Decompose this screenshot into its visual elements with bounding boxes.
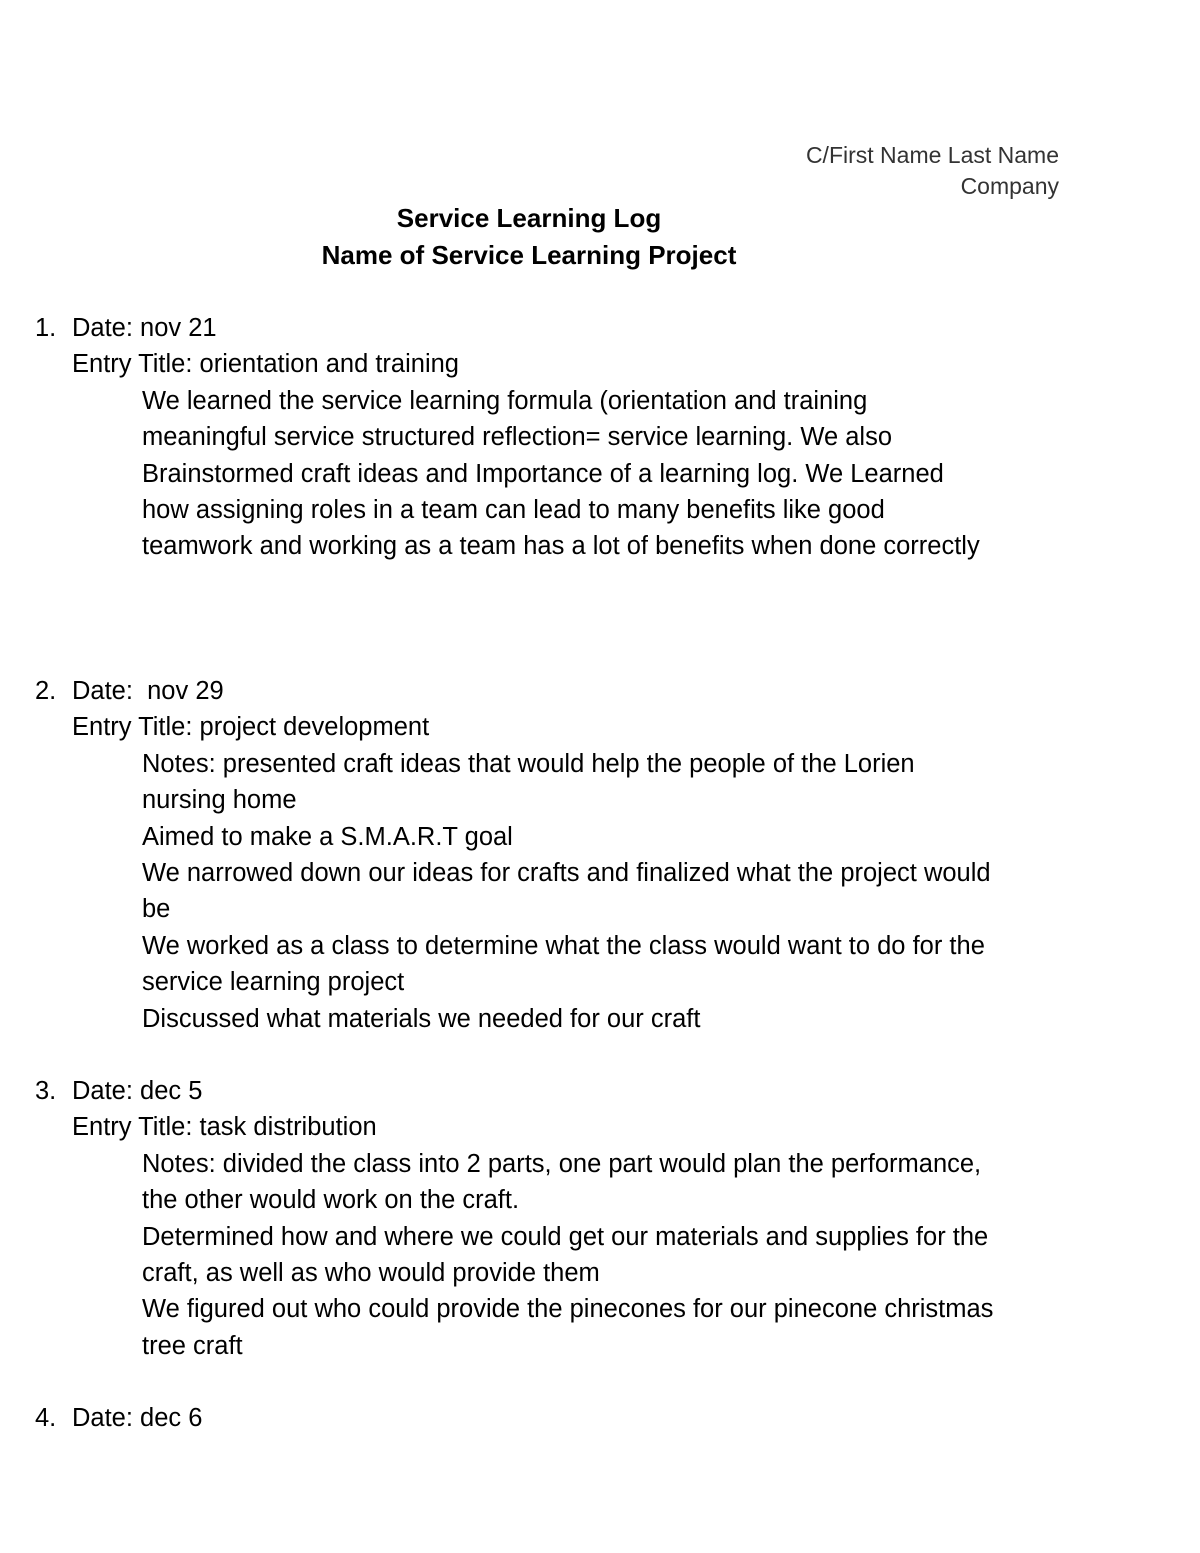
note-line: nursing home (142, 786, 297, 815)
entry-number: 2. (35, 677, 57, 705)
note-line: We worked as a class to determine what the class would want to do for the (142, 931, 985, 960)
log-entry-1 (0, 310, 1200, 565)
note-line: teamwork and working as a team has a lot of benefits when done correctly (142, 532, 980, 561)
author-name-line: C/First Name Last Name (805, 142, 1059, 168)
note-line: Determined how and where we could get our materials and supplies for the (142, 1222, 989, 1251)
note-line: Notes: presented craft ideas that would help the people of the Lorien (142, 749, 915, 778)
note-line: craft, as well as who would provide them (142, 1258, 600, 1287)
entry-notes (0, 383, 1072, 565)
note-line: the other would work on the craft. (142, 1186, 520, 1215)
entry-date: Date: nov 29 (72, 677, 224, 705)
project-name-title: Name of Service Learning Project (321, 240, 737, 270)
entry-notes (0, 746, 1072, 1037)
note-line: We learned the service learning formula (orientation and training (142, 386, 868, 415)
document-title: Service Learning Log (396, 203, 662, 233)
note-line: service learning project (142, 968, 405, 997)
entry-title: Entry Title: project development (72, 713, 430, 742)
entry-number: 3. (35, 1077, 57, 1105)
note-line: Brainstormed craft ideas and Importance of a learning log. We Learned (142, 459, 944, 488)
note-line: Aimed to make a S.M.A.R.T goal (142, 822, 513, 851)
log-entry-4 (0, 1400, 1200, 1436)
document-title-block (0, 200, 1058, 274)
note-line: tree craft (142, 1331, 243, 1360)
note-line: how assigning roles in a team can lead to many benefits like good (142, 495, 885, 524)
entry-title: Entry Title: orientation and training (72, 350, 459, 379)
author-header (806, 140, 1059, 202)
entry-title: Entry Title: task distribution (72, 1113, 377, 1142)
note-line: We figured out who could provide the pinecones for our pinecone christmas (142, 1295, 994, 1324)
log-entry-3 (0, 1073, 1200, 1364)
note-line: Discussed what materials we needed for our craft (142, 1004, 701, 1033)
entry-number: 1. (35, 314, 57, 342)
note-line: meaningful service structured reflection= service learning. We also (142, 423, 893, 452)
note-line: We narrowed down our ideas for crafts and finalized what the project would (142, 858, 991, 887)
entry-date: Date: dec 5 (72, 1077, 203, 1105)
entry-number: 4. (35, 1404, 57, 1432)
log-entry-2 (0, 673, 1200, 1037)
note-line: Notes: divided the class into 2 parts, one part would plan the performance, (142, 1149, 982, 1178)
company-line: Company (960, 173, 1059, 199)
note-line: be (142, 895, 171, 924)
entry-notes (0, 1146, 1072, 1364)
entry-date: Date: nov 21 (72, 314, 217, 342)
entry-date: Date: dec 6 (72, 1404, 203, 1432)
